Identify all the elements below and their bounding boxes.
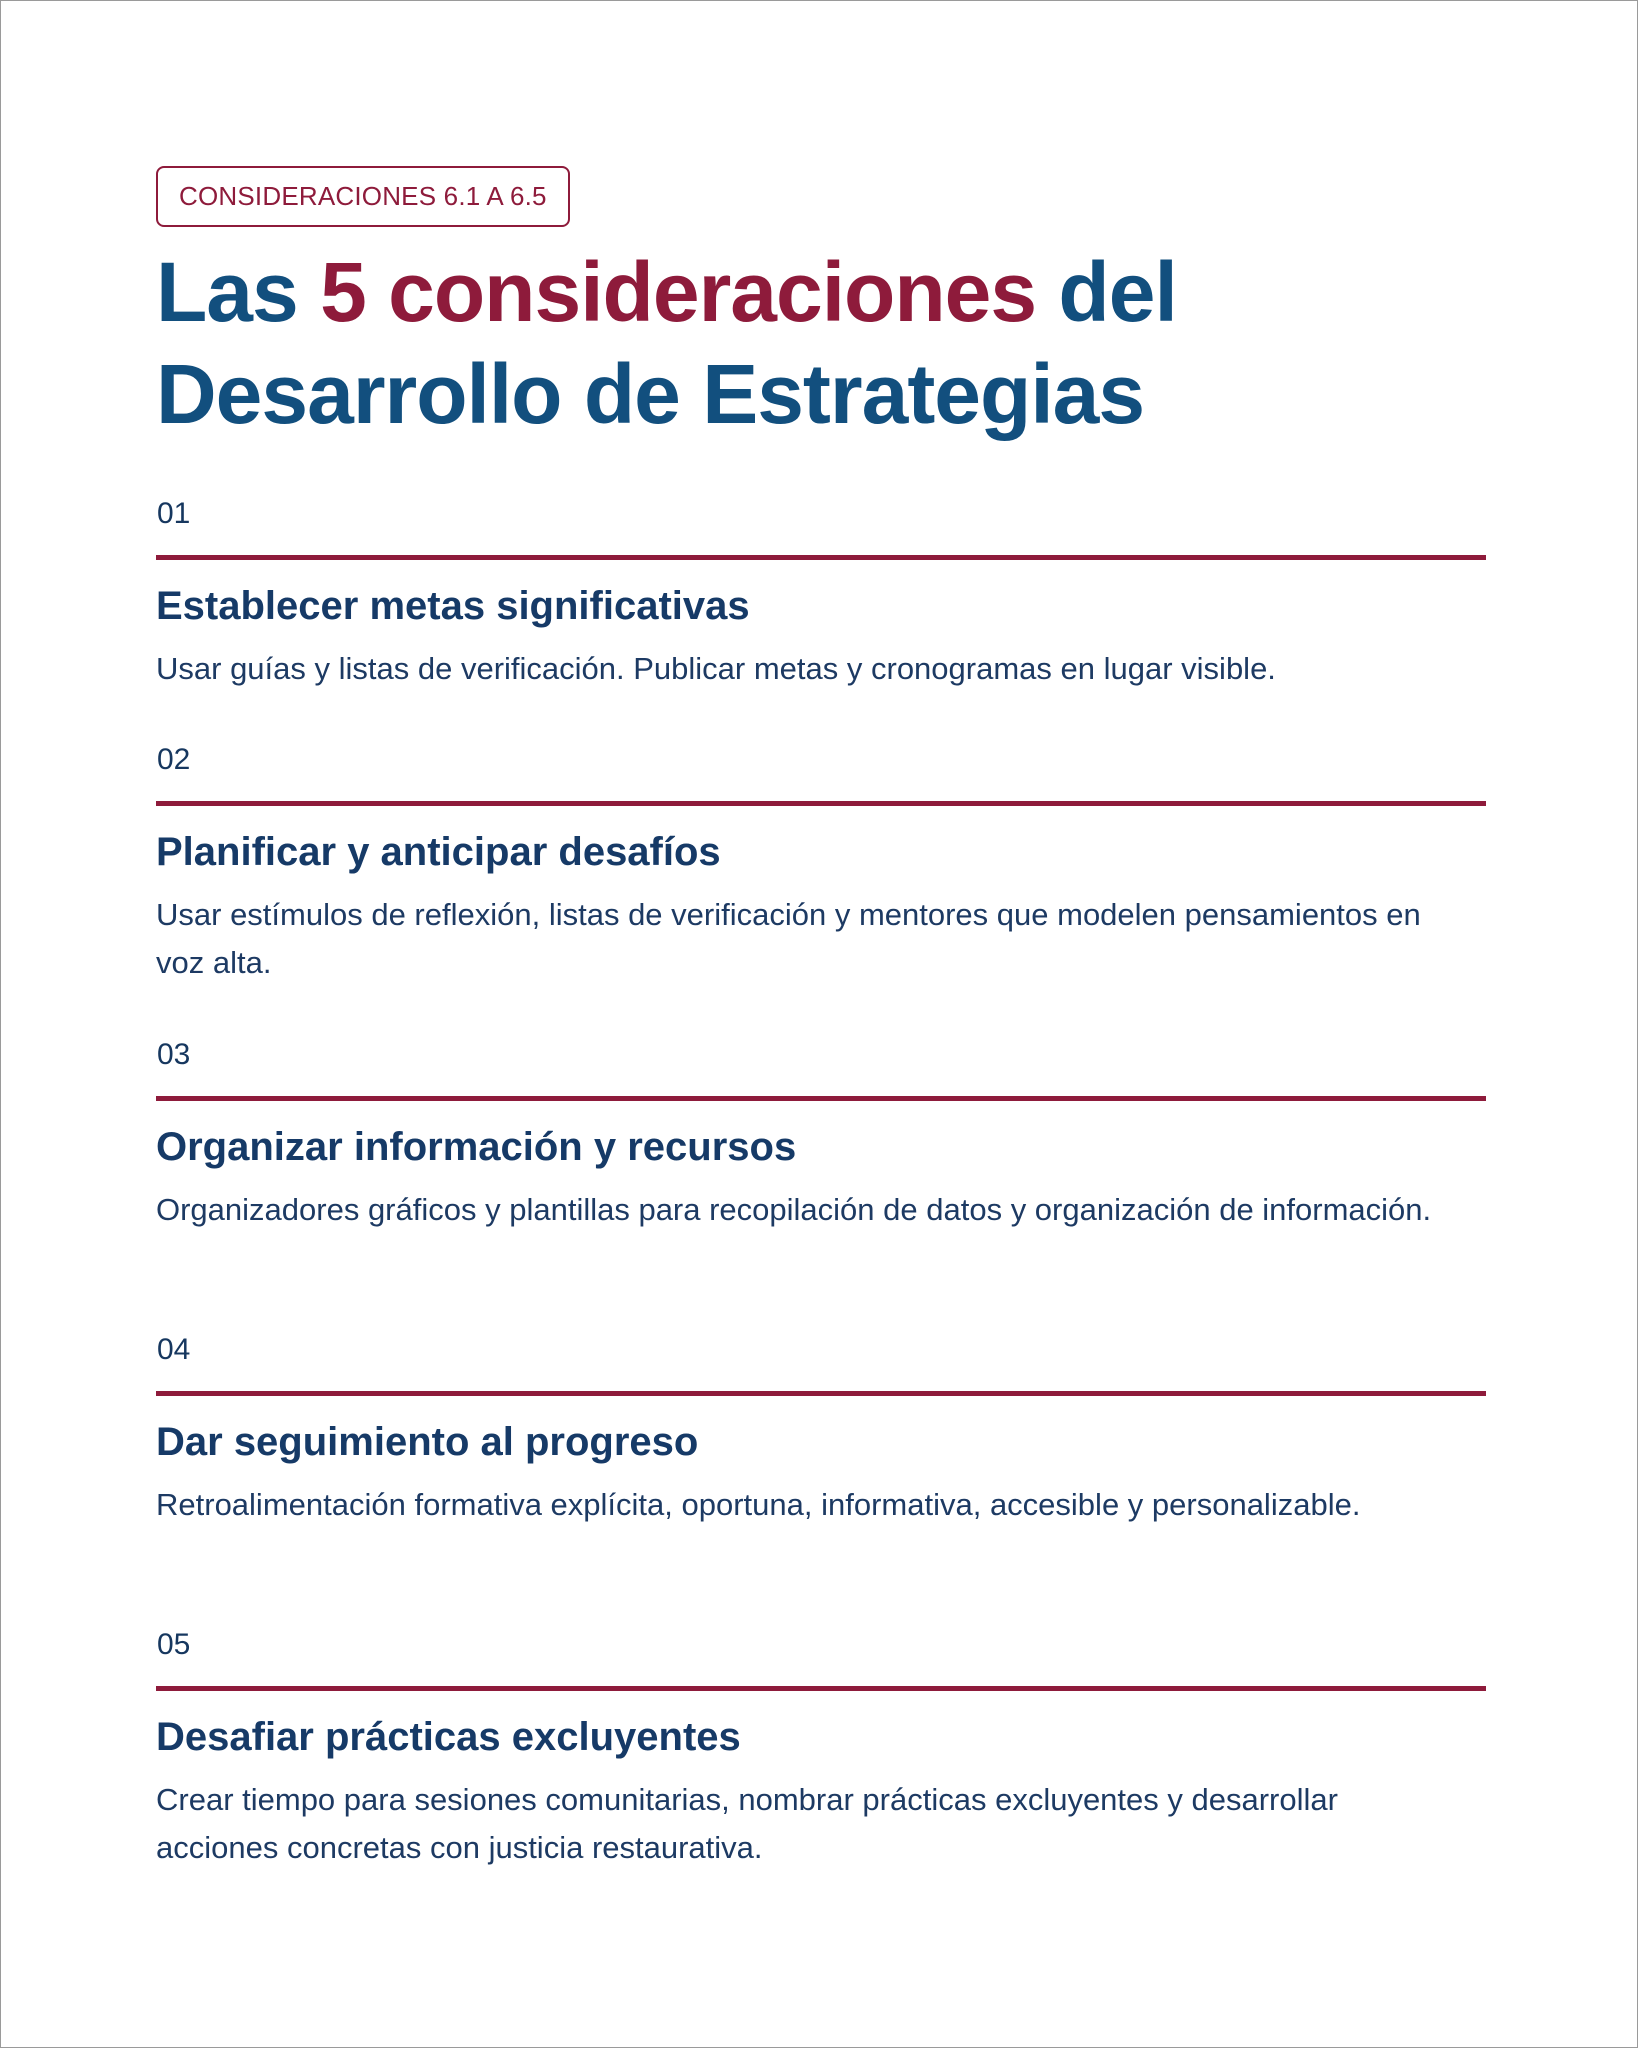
item-divider [156, 1391, 1486, 1396]
item-title: Organizar información y recursos [156, 1125, 797, 1169]
item-description: Organizadores gráficos y plantillas para recopilación de datos y organización de información. [156, 1192, 1432, 1227]
item-title: Desafiar prácticas excluyentes [156, 1715, 741, 1759]
item-number: 02 [157, 743, 191, 776]
item-title: Establecer metas significativas [156, 584, 750, 628]
item-description: Retroalimentación formativa explícita, oportuna, informativa, accesible y personalizable. [156, 1487, 1361, 1522]
item-description: Crear tiempo para sesiones comunitarias, nombrar prácticas excluyentes y desarrollar acciones concretas con justicia restaurativa. [156, 1782, 1338, 1865]
consideration-item [156, 1329, 1486, 1624]
considerations-list [156, 493, 1486, 1919]
page-title [156, 241, 1486, 445]
consideration-item [156, 1624, 1486, 1919]
title-prefix: Las [156, 245, 321, 339]
item-description: Usar estímulos de reflexión, listas de verificación y mentores que modelen pensamientos en voz alta. [156, 897, 1421, 980]
item-divider [156, 801, 1486, 806]
section-tag: CONSIDERACIONES 6.1 A 6.5 [156, 166, 570, 227]
item-divider [156, 1096, 1486, 1101]
item-number: 01 [157, 497, 191, 530]
consideration-item [156, 1034, 1486, 1329]
item-description: Usar guías y listas de verificación. Publicar metas y cronogramas en lugar visible. [156, 651, 1276, 686]
item-divider [156, 1686, 1486, 1691]
item-number: 03 [157, 1038, 191, 1071]
page-content [156, 166, 1486, 1919]
item-title: Planificar y anticipar desafíos [156, 830, 721, 874]
consideration-item [156, 739, 1486, 1034]
item-divider [156, 555, 1486, 560]
item-title: Dar seguimiento al progreso [156, 1420, 699, 1464]
consideration-item [156, 493, 1486, 739]
title-suffix: del Desarrollo de Estrategias [156, 245, 1177, 441]
item-number: 04 [157, 1333, 191, 1366]
title-accent: 5 consideraciones [320, 245, 1037, 339]
item-number: 05 [157, 1628, 191, 1661]
